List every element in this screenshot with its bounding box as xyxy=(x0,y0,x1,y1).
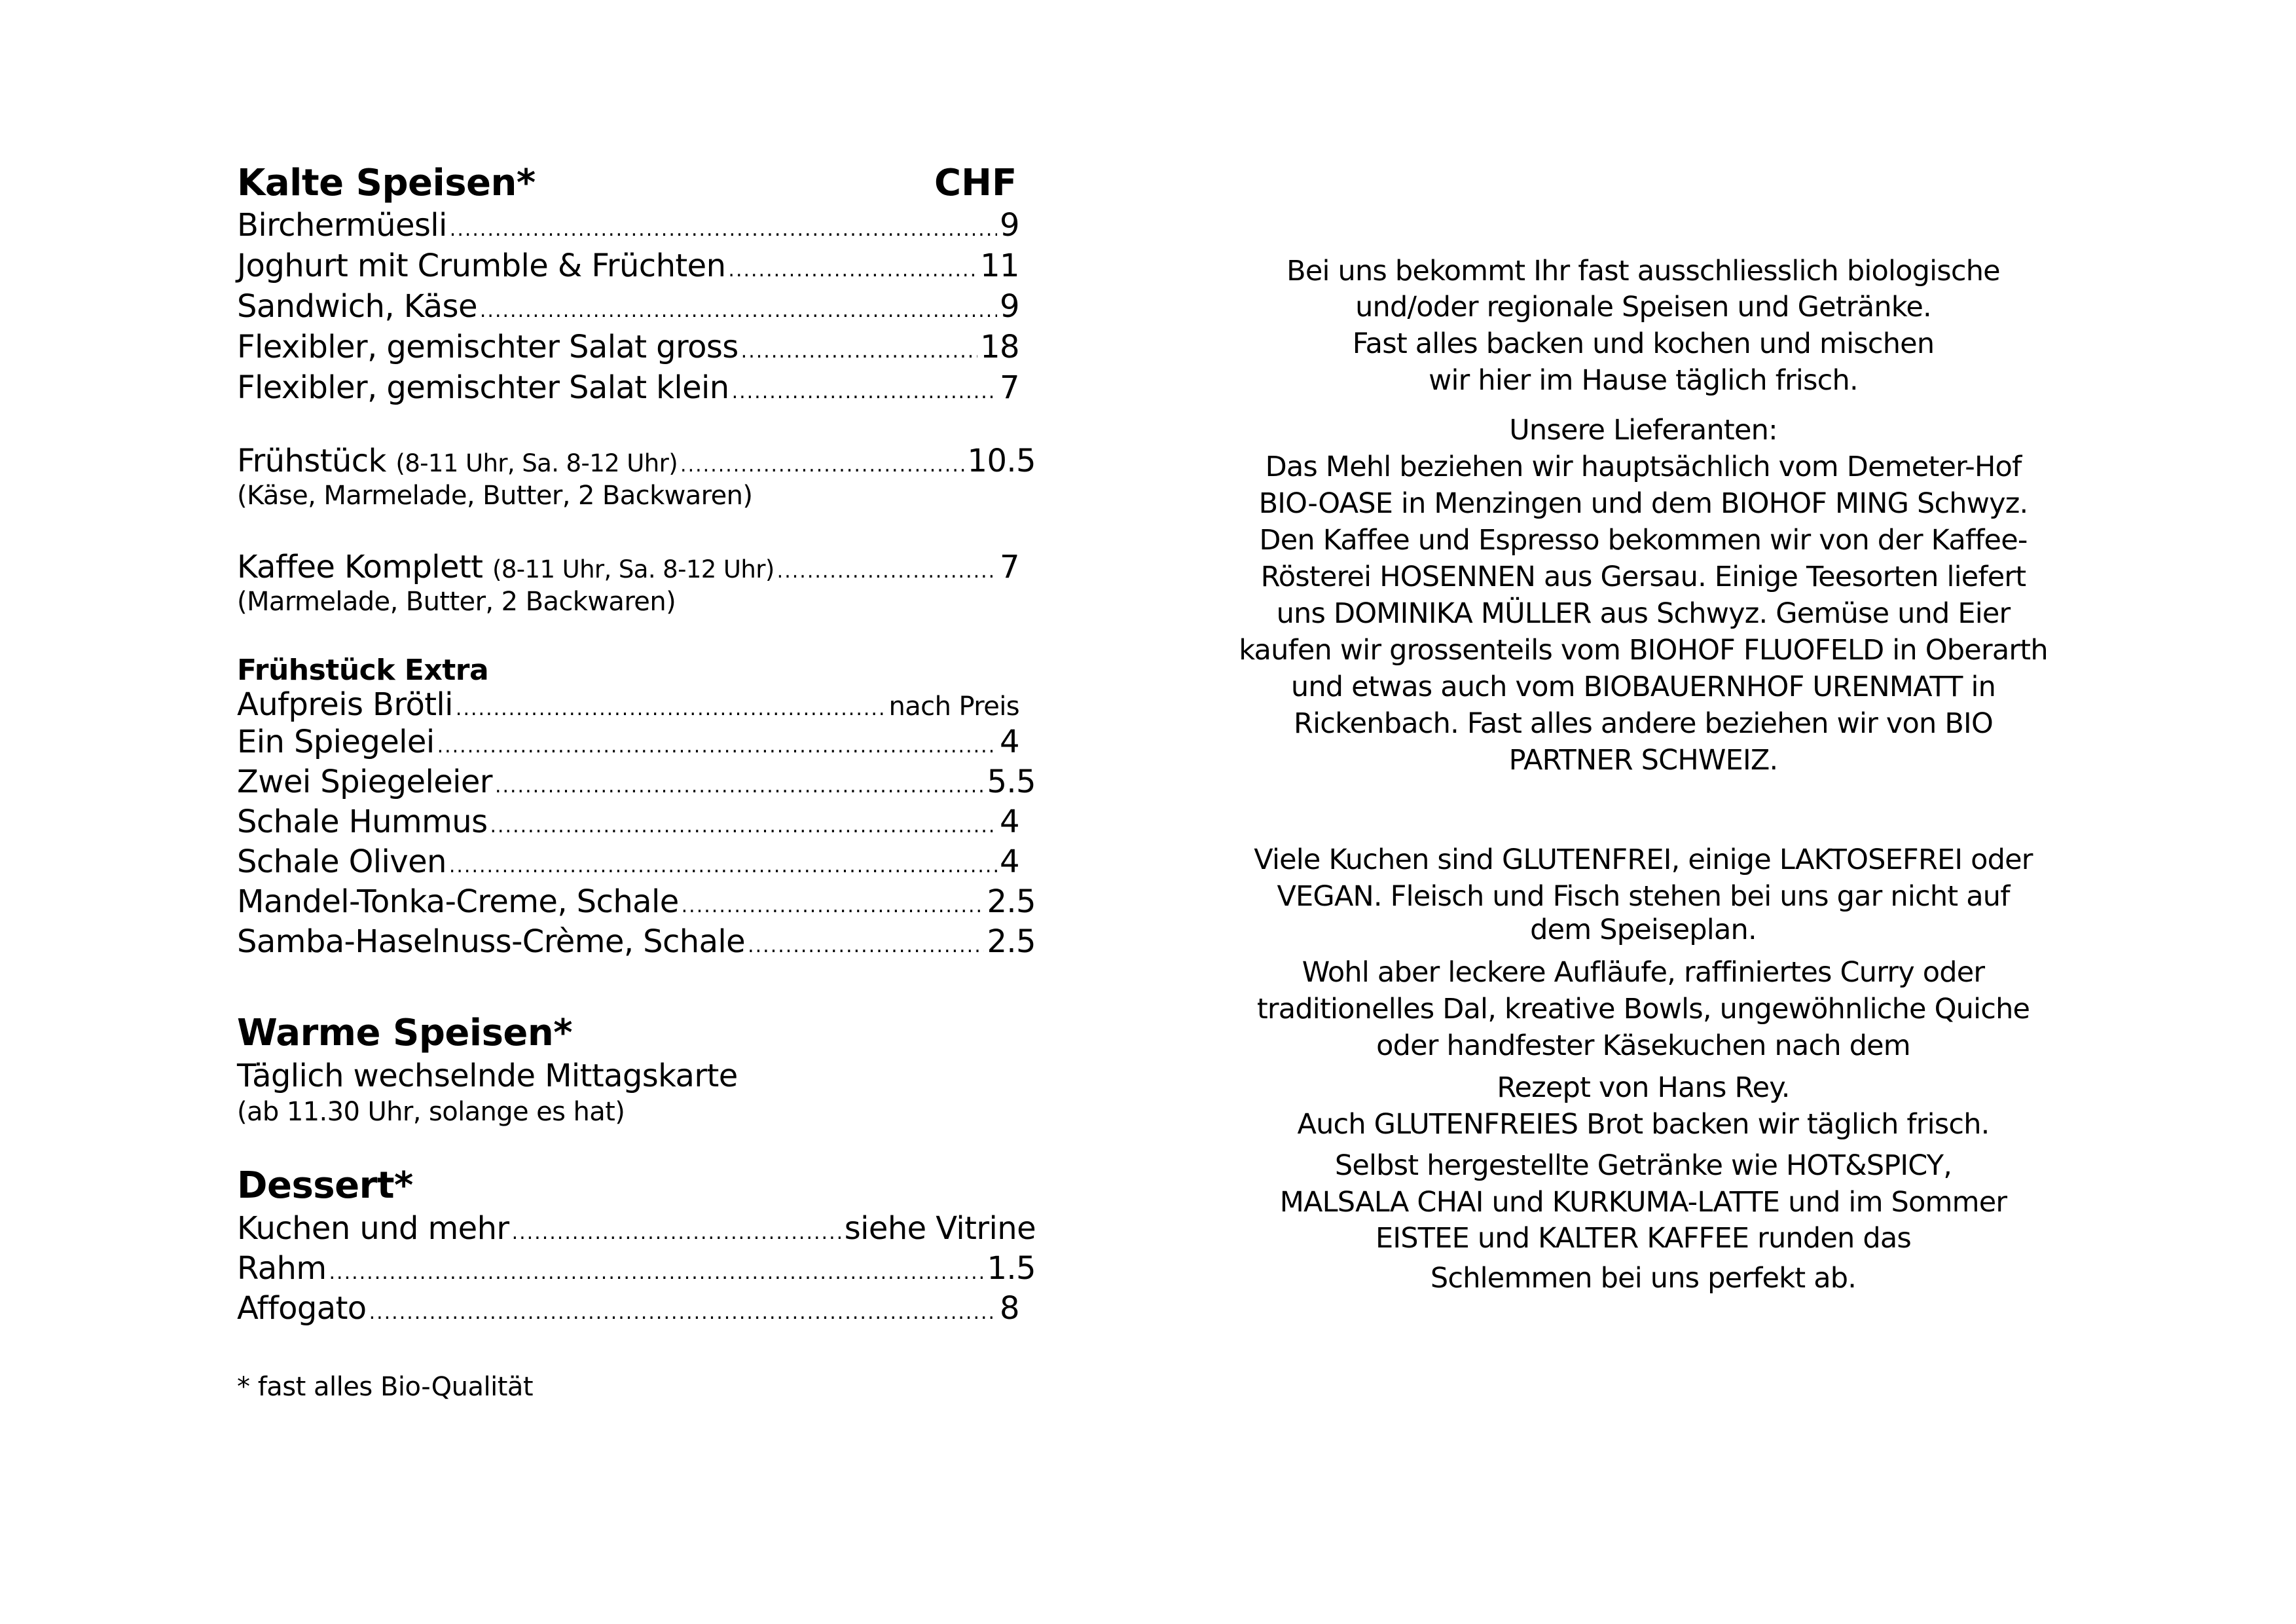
dot-leader xyxy=(682,891,985,922)
item-name: Aufpreis Brötli xyxy=(237,686,453,723)
item-name: Frühstück xyxy=(237,443,386,479)
dot-leader xyxy=(480,295,997,327)
about-line: Auch GLUTENFREIES Brot backen wir täglich frisch. xyxy=(1297,1108,1990,1141)
item-price: 9 xyxy=(1000,288,1019,325)
about-line: Das Mehl beziehen wir hauptsächlich vom Demeter-Hof xyxy=(1265,451,2022,483)
about-line: EISTEE und KALTER KAFFEE runden das xyxy=(1376,1222,1911,1255)
about-line: dem Speiseplan. xyxy=(1530,913,1757,946)
item-price: 2.5 xyxy=(987,923,1036,960)
dot-leader xyxy=(449,851,997,882)
item-name: Ein Spiegelei xyxy=(237,724,435,760)
about-line: VEGAN. Fleisch und Fisch stehen bei uns gar nicht auf xyxy=(1277,880,2010,913)
about-line: kaufen wir grossenteils vom BIOHOF FLUOFELD in Oberarth xyxy=(1239,634,2048,667)
dot-leader xyxy=(490,811,997,842)
dot-leader xyxy=(450,214,997,246)
menu-item xyxy=(237,1250,1036,1289)
item-name-group xyxy=(237,551,774,585)
dot-leader xyxy=(512,1217,842,1249)
item-name: Flexibler, gemischter Salat gross xyxy=(237,329,738,365)
menu-item xyxy=(237,207,1019,246)
item-price: 18 xyxy=(980,329,1019,365)
item-price: 5.5 xyxy=(987,764,1036,800)
about-line: MALSALA CHAI und KURKUMA-LATTE und im Sommer xyxy=(1279,1186,2007,1219)
about-line: traditionelles Dal, kreative Bowls, ungewöhnliche Quiche xyxy=(1256,993,2030,1025)
item-price: 11 xyxy=(980,248,1019,284)
menu-item xyxy=(237,288,1019,327)
menu-item xyxy=(237,331,1019,367)
item-price: 4 xyxy=(1000,724,1019,760)
dot-leader xyxy=(732,377,997,408)
about-line: Viele Kuchen sind GLUTENFREI, einige LAKTOSEFREI oder xyxy=(1254,843,2033,876)
menu-item-kaffee-komplett xyxy=(237,551,1019,587)
item-name: Zwei Spiegeleier xyxy=(237,764,492,800)
item-price: 7 xyxy=(1000,369,1019,406)
item-hours: (8-11 Uhr, Sa. 8-12 Uhr) xyxy=(492,555,774,583)
currency-label: CHF xyxy=(934,162,1017,204)
item-name: Kaffee Komplett xyxy=(237,549,483,585)
item-name: Flexibler, gemischter Salat klein xyxy=(237,369,729,406)
item-price: 4 xyxy=(1000,843,1019,880)
item-name: Sandwich, Käse xyxy=(237,288,477,325)
menu-item xyxy=(237,843,1019,882)
about-line: Bei uns bekommt Ihr fast ausschliesslich biologische xyxy=(1286,255,2000,287)
about-line: und/oder regionale Speisen und Getränke. xyxy=(1355,291,1931,323)
item-name: Kuchen und mehr xyxy=(237,1210,509,1247)
dot-leader xyxy=(329,1257,985,1289)
dot-leader xyxy=(728,255,977,286)
item-price: 1.5 xyxy=(987,1250,1036,1287)
section-heading-warme-speisen: Warme Speisen* xyxy=(237,1012,573,1054)
menu-item xyxy=(237,1290,1019,1329)
item-note: (Käse, Marmelade, Butter, 2 Backwaren) xyxy=(237,481,753,511)
menu-item xyxy=(237,766,1036,802)
item-price: 10.5 xyxy=(967,443,1036,479)
menu-item xyxy=(237,250,1019,286)
item-name: Schale Hummus xyxy=(237,803,488,840)
item-name: Birchermüesli xyxy=(237,207,447,244)
section-heading-dessert: Dessert* xyxy=(237,1164,413,1207)
about-line: Rezept von Hans Rey. xyxy=(1497,1071,1790,1104)
suppliers-heading: Unsere Lieferanten: xyxy=(1509,414,1777,447)
menu-item xyxy=(237,803,1019,842)
about-line: Wohl aber leckere Aufläufe, raffiniertes Curry oder xyxy=(1302,956,1985,989)
item-price: 2.5 xyxy=(987,883,1036,920)
menu-item xyxy=(237,883,1036,922)
warm-description: Täglich wechselnde Mittagskarte xyxy=(237,1058,738,1094)
dot-leader xyxy=(777,556,997,587)
item-price: nach Preis xyxy=(888,692,1019,722)
item-price: siehe Vitrine xyxy=(844,1210,1036,1247)
menu-item xyxy=(237,1210,1036,1249)
item-price: 9 xyxy=(1000,207,1019,244)
about-line: PARTNER SCHWEIZ. xyxy=(1508,744,1778,777)
section-heading-fruehstueck-extra: Frühstück Extra xyxy=(237,654,489,687)
about-line: Selbst hergestellte Getränke wie HOT&SPICY, xyxy=(1334,1149,1952,1182)
item-name: Rahm xyxy=(237,1250,327,1287)
item-price: 7 xyxy=(1000,549,1019,585)
about-line: wir hier im Hause täglich frisch. xyxy=(1429,364,1858,397)
menu-item xyxy=(237,923,1036,962)
item-name: Mandel-Tonka-Creme, Schale xyxy=(237,883,679,920)
dot-leader xyxy=(741,336,977,367)
menu-item xyxy=(237,369,1019,408)
item-name: Joghurt mit Crumble & Früchten xyxy=(237,248,726,284)
item-price: 8 xyxy=(1000,1290,1019,1327)
dot-leader xyxy=(748,931,984,962)
dot-leader xyxy=(456,693,886,725)
about-line: Rösterei HOSENNEN aus Gersau. Einige Teesorten liefert xyxy=(1260,561,2026,593)
dot-leader xyxy=(680,450,964,481)
menu-item xyxy=(237,686,1019,725)
footnote: * fast alles Bio-Qualität xyxy=(237,1372,534,1402)
item-note: (Marmelade, Butter, 2 Backwaren) xyxy=(237,587,676,617)
menu-item-fruehstueck xyxy=(237,445,1036,481)
warm-note: (ab 11.30 Uhr, solange es hat) xyxy=(237,1097,625,1127)
about-line: uns DOMINIKA MÜLLER aus Schwyz. Gemüse und Eier xyxy=(1276,597,2011,630)
about-line: Fast alles backen und kochen und mischen xyxy=(1352,327,1935,360)
about-line: oder handfester Käsekuchen nach dem xyxy=(1376,1029,1910,1062)
dot-leader xyxy=(495,771,985,802)
about-line: Rickenbach. Fast alles andere beziehen wir von BIO xyxy=(1294,707,1993,740)
section-heading-kalte-speisen: Kalte Speisen* xyxy=(237,162,536,204)
menu-item xyxy=(237,726,1019,762)
item-name: Schale Oliven xyxy=(237,843,446,880)
item-hours: (8-11 Uhr, Sa. 8-12 Uhr) xyxy=(395,449,678,477)
dot-leader xyxy=(437,731,997,762)
item-price: 4 xyxy=(1000,803,1019,840)
dot-leader xyxy=(369,1297,997,1329)
about-line: Schlemmen bei uns perfekt ab. xyxy=(1430,1262,1857,1295)
item-name-group xyxy=(237,445,678,479)
item-name: Affogato xyxy=(237,1290,367,1327)
about-line: und etwas auch vom BIOBAUERNHOF URENMATT in xyxy=(1290,671,1996,703)
about-line: Den Kaffee und Espresso bekommen wir von der Kaffee- xyxy=(1259,524,2028,557)
item-name: Samba-Haselnuss-Crème, Schale xyxy=(237,923,746,960)
about-line: BIO-OASE in Menzingen und dem BIOHOF MING Schwyz. xyxy=(1258,487,2028,520)
